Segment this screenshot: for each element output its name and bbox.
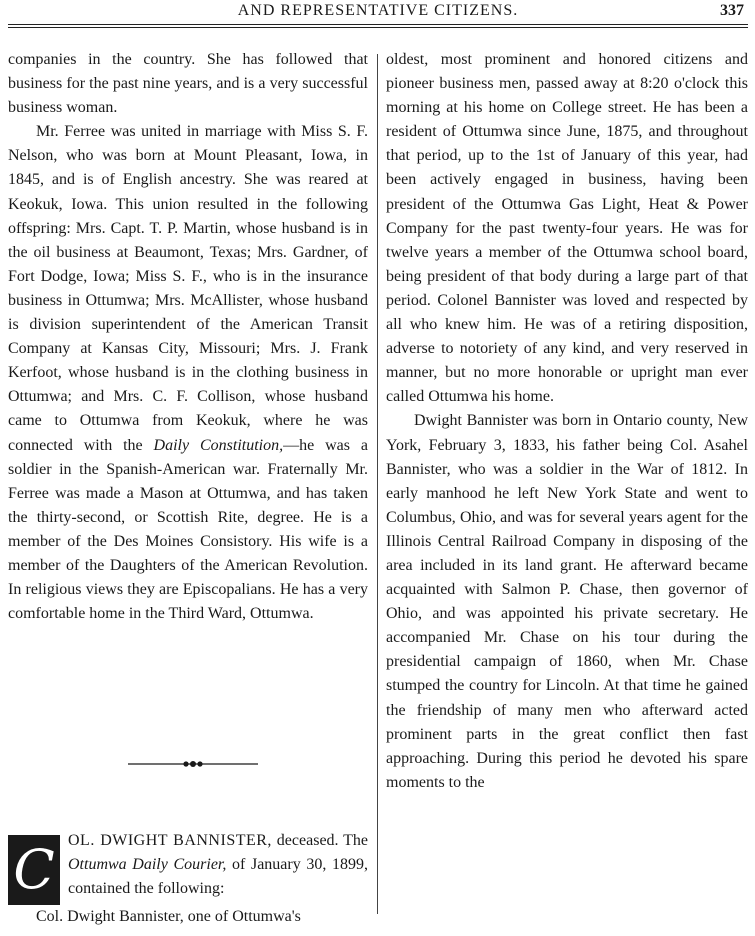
page-number: 337 [720, 2, 744, 19]
column-divider [377, 54, 378, 914]
newspaper-title: Ottumwa Daily Courier, [68, 856, 227, 874]
running-title: AND REPRESENTATIVE CITIZENS. [237, 2, 519, 19]
paragraph-text: —he was a soldier in the Spanish-American war. Fraternally Mr. Ferree was made a Mason at Ottumwa, and has taken the thirty-second, or Scottish Rite, degree. He is a member of the Des Moines Consistory. His wife is a member of the Daughters of the American Revolution. In religious views they are Episcopalians. He has a very comfortable home in the Third Ward, Ottumwa. [8, 436, 369, 623]
paragraph-ferree-marriage [8, 120, 368, 626]
quote-start: Col. Dwight Bannister, one of Ottumwa's [36, 908, 301, 925]
paragraph-text: Mr. Ferree was united in marriage with Miss S. F. Nelson, who was born at Mount Pleasant, Iowa, in 1845, and is of English ancestry. She was reared at Keokuk, Iowa. This union resulted in the following offspring: Mrs. Capt. T. P. Martin, whose husband is in the oil business at Beaumont, Texas; Mrs. Gardner, of Fort Dodge, Iowa; Miss S. F., who is in the insurance business in Ottumwa; Mrs. McAllister, whose husband is division superintendent of the American Transit Company at Kansas City, Missouri; Mrs. J. Frank Kerfoot, whose husband is in the clothing business in Ottumwa; and Mrs. C. F. Collison, whose husband came to Ottumwa from Keokuk, where he was connected with the [8, 123, 368, 454]
intro-text: deceased. The [271, 832, 368, 849]
section-ornament [128, 759, 258, 769]
biography-section [8, 829, 368, 929]
section-intro [8, 829, 368, 901]
drop-cap: C [8, 835, 60, 905]
newspaper-title: Daily Constitution, [153, 436, 284, 454]
left-column [8, 48, 368, 626]
page-header [8, 0, 748, 26]
paragraph-early-life: Dwight Bannister was born in Ontario county, New York, February 3, 1833, his father being Col. Asahel Bannister, who was a soldier in the War of 1812. In early manhood he left New York State and went to Columbus, Ohio, and was for several years agent for the Illinois Central Railroad Company in disposing of the area included in its land grant. He afterward became acquainted with Salmon P. Chase, then governor of Ohio, and was appointed his private secretary. He accompanied Mr. Chase on his tour during the presidential campaign of 1860, when Mr. Chase stumped the country for Lincoln. At that time he gained the friendship of many men who afterward acted prominent parts in the great conflict then fast approaching. During this period he devoted his spare moments to the [386, 412, 748, 791]
intro-text: of January 30, 1899, contained the following: [68, 856, 368, 898]
paragraph-continuation: companies in the country. She has followed that business for the past nine years, and is a very successful business woman. [8, 51, 368, 117]
section-heading: OL. DWIGHT BANNISTER, [68, 832, 272, 849]
header-rule [8, 24, 748, 28]
paragraph-obituary: oldest, most prominent and honored citizens and pioneer business men, passed away at 8:20 o'clock this morning at his home on College street. He has been a resident of Ottumwa since June, 1875, and throughout that period, up to the 1st of January of this year, had been actively engaged in business, having been president of the Ottumwa Gas Light, Heat & Power Company for the past twenty-four years. He was for twelve years a member of the Ottumwa school board, being president of that body during a large part of that period. Colonel Bannister was loved and respected by all who knew him. He was of a retiring disposition, adverse to notoriety of any kind, and very reserved in manner, but no more honorable or upright man ever called Ottumwa his home. [386, 51, 748, 406]
right-column [386, 48, 748, 795]
